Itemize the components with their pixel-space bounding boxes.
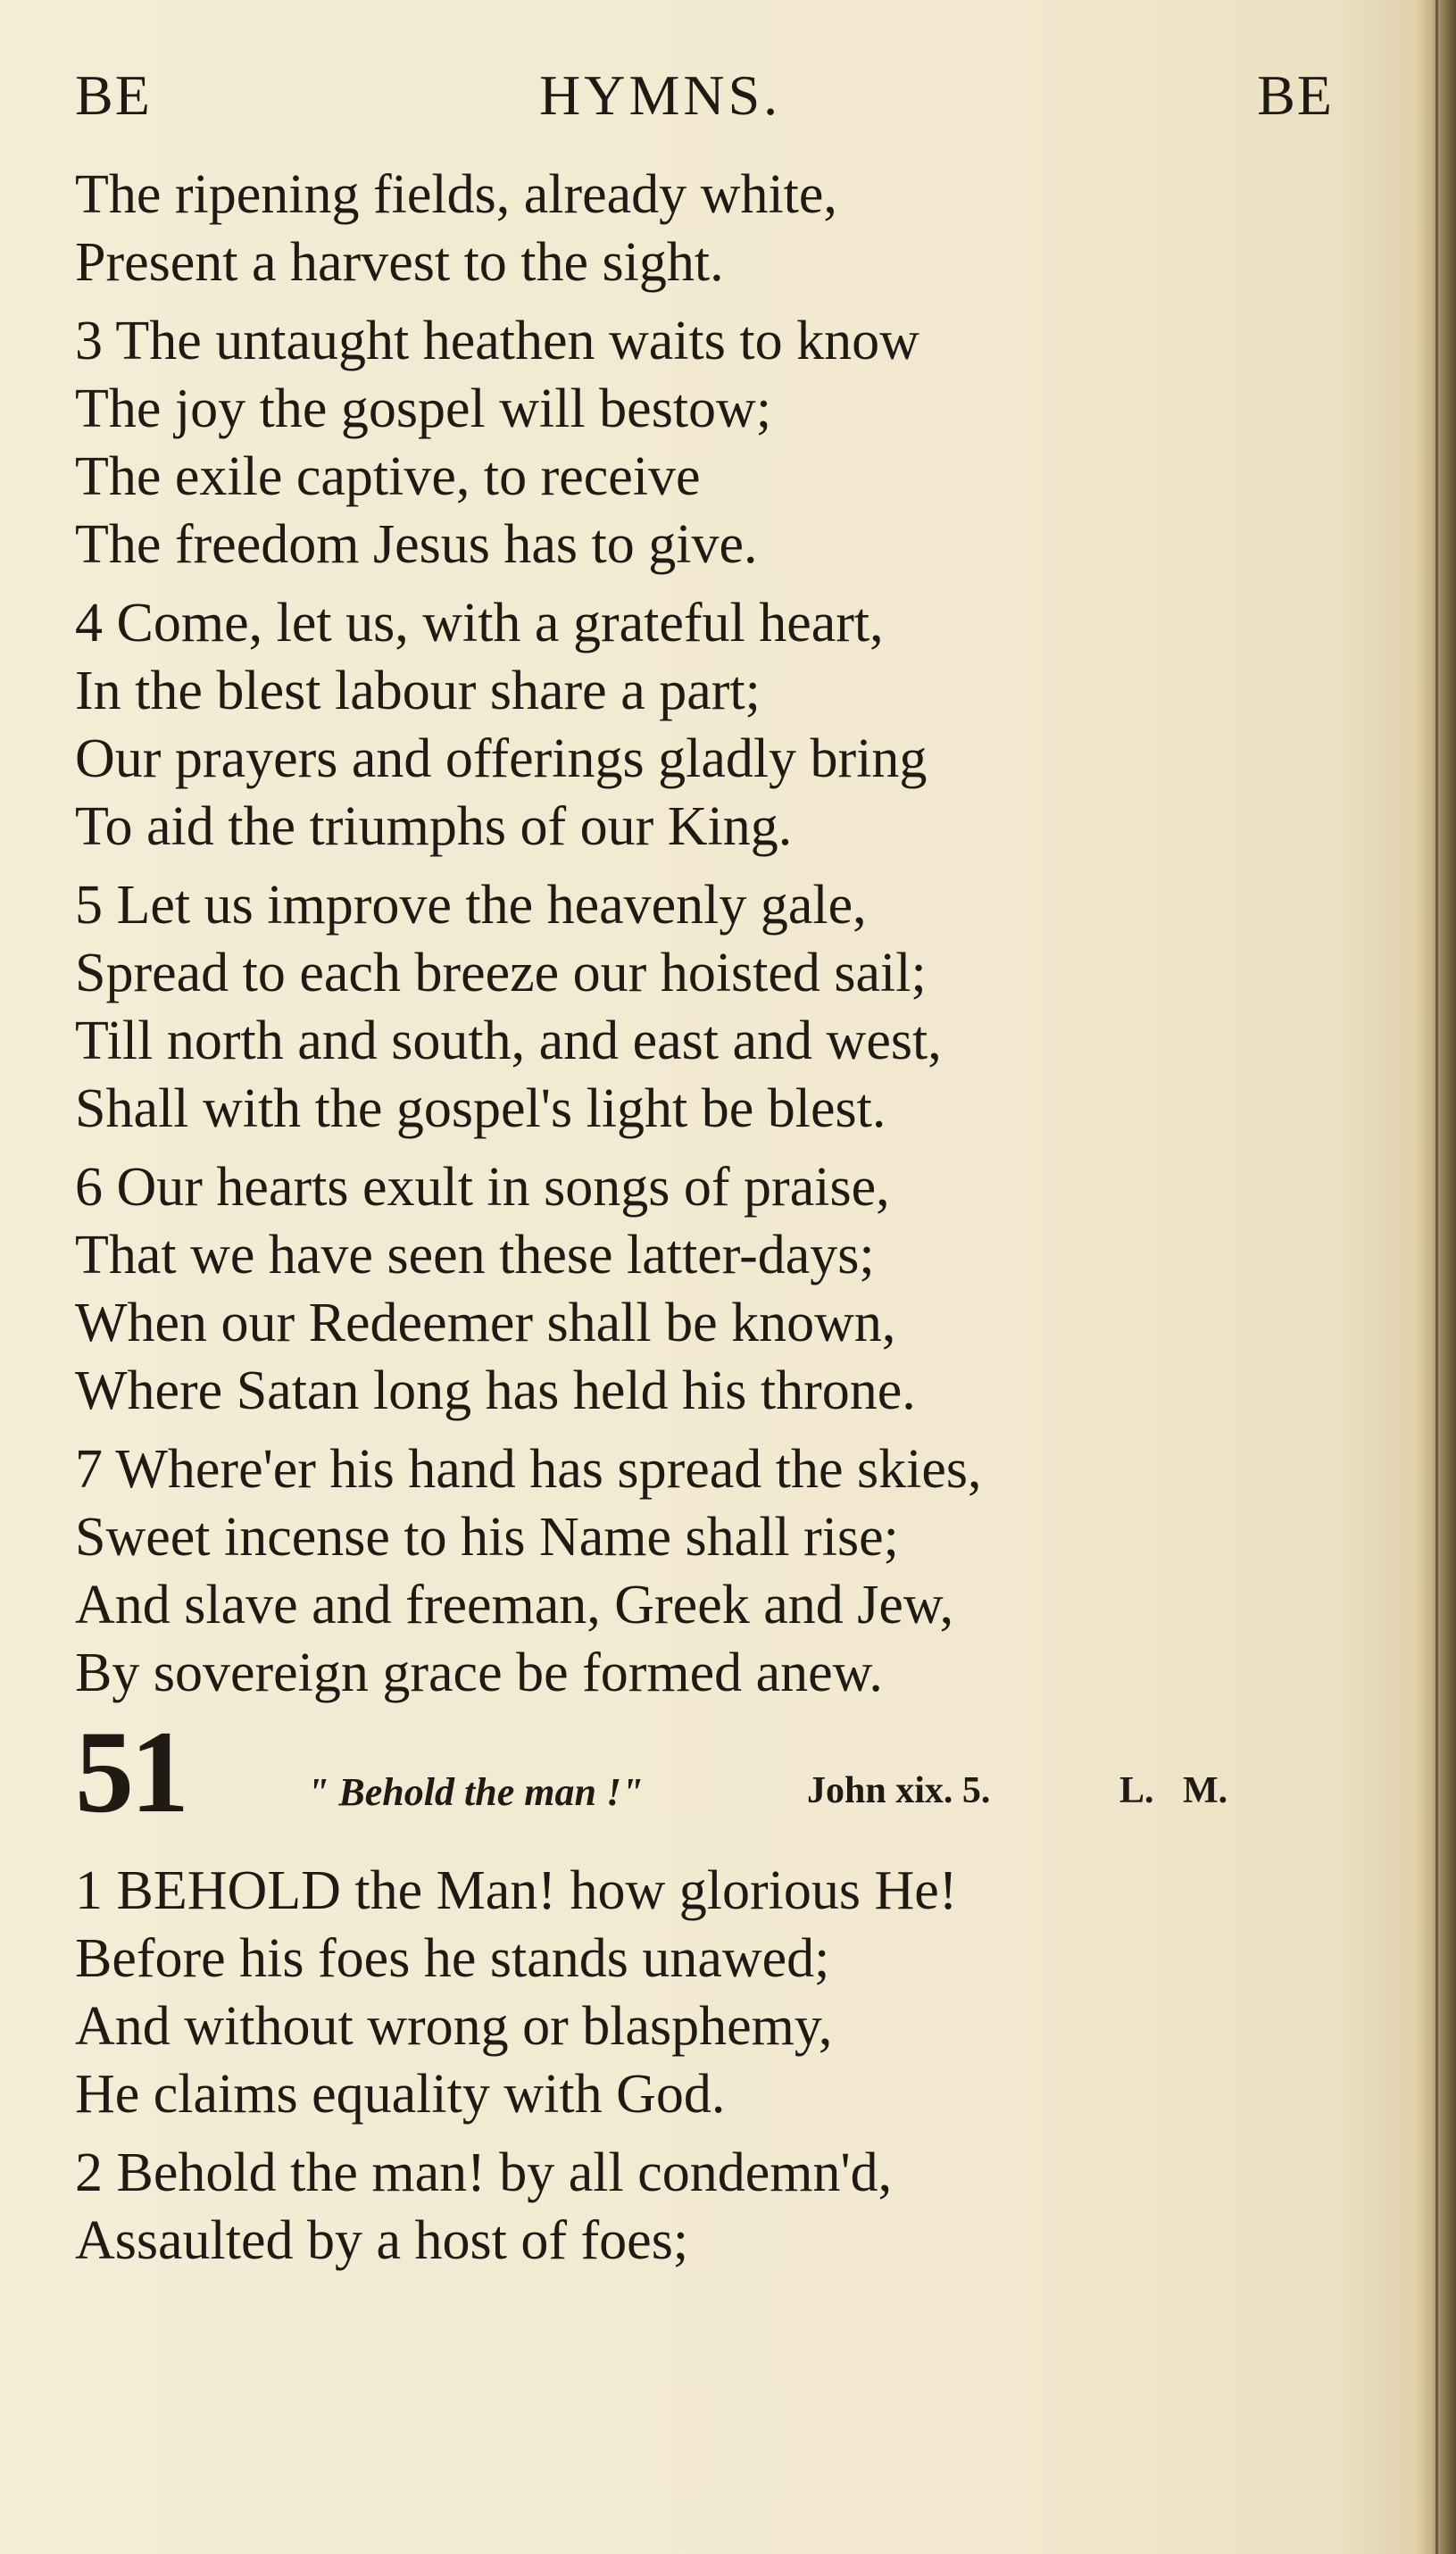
header-left: BE <box>75 63 152 127</box>
verse-line: The freedom Jesus has to give. <box>75 514 758 575</box>
hymn-51-stanza-2 <box>75 2139 1325 2275</box>
verse-line: When our Redeemer shall be known, <box>75 1293 896 1353</box>
verse-line: To aid the triumphs of our King. <box>75 796 793 857</box>
stanza-6 <box>75 1153 1325 1425</box>
hymn-50-text <box>75 161 1325 1710</box>
stanza-3 <box>75 307 1325 578</box>
hymn-number: 51 <box>75 1706 186 1837</box>
verse-line: Where Satan long has held his throne. <box>75 1360 916 1421</box>
verse-line: The ripening fields, already white, <box>75 164 837 225</box>
hymn-51-heading <box>75 1706 1262 1837</box>
verse-line: Spread to each breeze our hoisted sail; <box>75 943 927 1003</box>
verse-line: 5 Let us improve the heavenly gale, <box>75 875 867 936</box>
hymn-51-stanza-1 <box>75 1857 1325 2128</box>
verse-line: 1 BEHOLD the Man! how glorious He! <box>75 1860 958 1921</box>
scripture-reference: John xix. 5. <box>807 1770 991 1811</box>
hymn-epigraph: " Behold the man !" <box>307 1770 644 1814</box>
verse-line: By sovereign grace be formed anew. <box>75 1643 883 1703</box>
verse-line: Sweet incense to his Name shall rise; <box>75 1507 899 1568</box>
verse-line: Present a harvest to the sight. <box>75 232 724 293</box>
verse-line: 3 The untaught heathen waits to know <box>75 311 919 371</box>
verse-line: Our prayers and offerings gladly bring <box>75 728 928 789</box>
verse-line: 4 Come, let us, with a grateful heart, <box>75 593 884 653</box>
verse-line: And without wrong or blasphemy, <box>75 1996 833 2057</box>
verse-line: 7 Where'er his hand has spread the skies, <box>75 1439 982 1500</box>
verse-line: 2 Behold the man! by all condemn'd, <box>75 2142 893 2203</box>
stanza-4 <box>75 589 1325 861</box>
continuation-stanza <box>75 161 1325 296</box>
verse-line: He claims equality with God. <box>75 2064 726 2125</box>
header-title: HYMNS. <box>539 63 782 127</box>
stanza-7 <box>75 1435 1325 1707</box>
verse-line: 6 Our hearts exult in songs of praise, <box>75 1157 890 1218</box>
verse-line: The joy the gospel will bestow; <box>75 379 772 439</box>
running-header <box>75 62 1334 134</box>
verse-line: That we have seen these latter-days; <box>75 1225 875 1285</box>
hymn-51-text <box>75 1857 1325 2278</box>
binding-line <box>1435 0 1438 2554</box>
verse-line: Before his foes he stands unawed; <box>75 1928 830 1989</box>
stanza-5 <box>75 871 1325 1143</box>
hymn-meter: L. M. <box>1119 1770 1228 1811</box>
header-right: BE <box>1257 63 1334 127</box>
verse-line: In the blest labour share a part; <box>75 661 761 721</box>
verse-line: Till north and south, and east and west, <box>75 1011 942 1071</box>
verse-line: Assaulted by a host of foes; <box>75 2210 689 2271</box>
verse-line: Shall with the gospel's light be blest. <box>75 1078 886 1139</box>
verse-line: And slave and freeman, Greek and Jew, <box>75 1575 954 1635</box>
binding-edge <box>1413 0 1456 2554</box>
verse-line: The exile captive, to receive <box>75 446 701 507</box>
